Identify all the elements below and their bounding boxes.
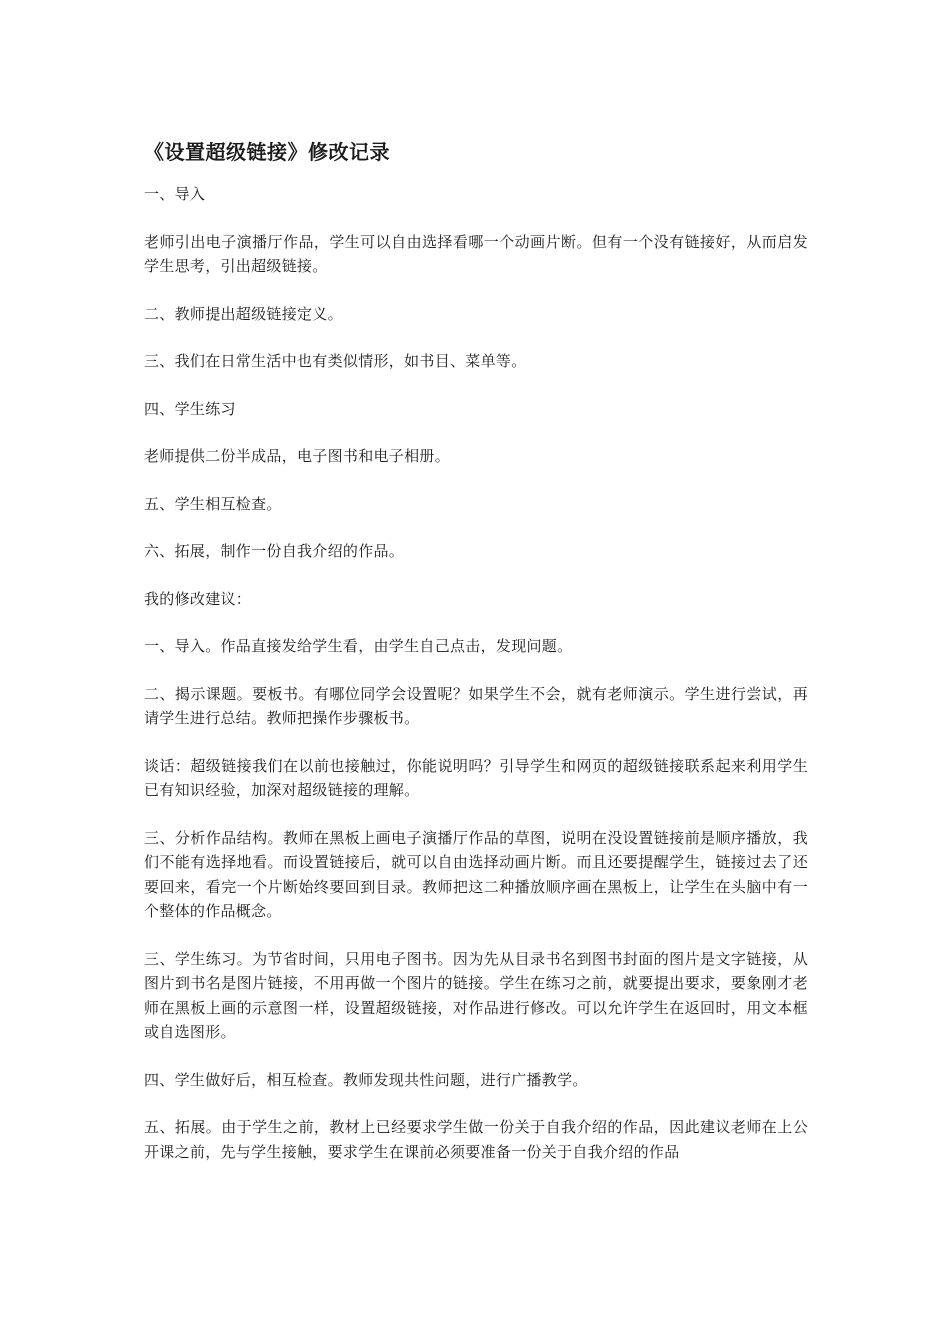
paragraph: 老师引出电子演播厅作品，学生可以自由选择看哪一个动画片断。但有一个没有链接好，从而启发学生思考，引出超级链接。 xyxy=(144,232,808,275)
paragraph: 三、分析作品结构。教师在黑板上画电子演播厅作品的草图，说明在没设置链接前是顺序播放，我们不能有选择地看。而设置链接后，就可以自由选择动画片断。而且还要提醒学生，链接过去了还要回来，看完一个片断始终要回到目录。教师把这二种播放顺序画在黑板上，让学生在头脑中有一个整体的作品概念。 xyxy=(144,828,808,920)
paragraph: 三、我们在日常生活中也有类似情形，如书目、菜单等。 xyxy=(144,352,527,370)
paragraph: 我的修改建议： xyxy=(144,589,252,608)
paragraph: 四、学生做好后，相互检查。教师发现共性问题，进行广播教学。 xyxy=(144,1070,588,1089)
paragraph: 四、学生练习 xyxy=(144,399,236,418)
document-page xyxy=(144,136,808,1187)
paragraph: 六、拓展，制作一份自我介绍的作品。 xyxy=(144,542,405,560)
paragraph: 二、揭示课题。要板书。有哪位同学会设置呢？如果学生不会，就有老师演示。学生进行尝试，再请学生进行总结。教师把操作步骤板书。 xyxy=(144,684,808,727)
paragraph: 二、教师提出超级链接定义。 xyxy=(144,304,343,323)
paragraph: 五、学生相互检查。 xyxy=(144,494,282,513)
paragraph: 老师提供二份半成品，电子图书和电子相册。 xyxy=(144,447,451,465)
paragraph: 五、拓展。由于学生之前，教材上已经要求学生做一份关于自我介绍的作品，因此建议老师在上公开课之前，先与学生接触，要求学生在课前必须要准备一份关于自我介绍的作品 xyxy=(144,1118,808,1161)
paragraph: 一、导入 xyxy=(144,185,206,203)
paragraph: 三、学生练习。为节省时间，只用电子图书。因为先从目录书名到图书封面的图片是文字链接，从图片到书名是图片链接，不用再做一个图片的链接。学生在练习之前，就要提出要求，要象刚才老师在黑板上画的示意图一样，设置超级链接，对作品进行修改。可以允许学生在返回时，用文本框或自选图形。 xyxy=(144,949,808,1041)
document-title: 《设置超级链接》修改记录 xyxy=(144,140,390,164)
paragraph: 一、导入。作品直接发给学生看，由学生自己点击，发现问题。 xyxy=(144,637,573,655)
paragraph: 谈话：超级链接我们在以前也接触过，你能说明吗？引导学生和网页的超级链接联系起来利用学生已有知识经验，加深对超级链接的理解。 xyxy=(144,756,808,799)
